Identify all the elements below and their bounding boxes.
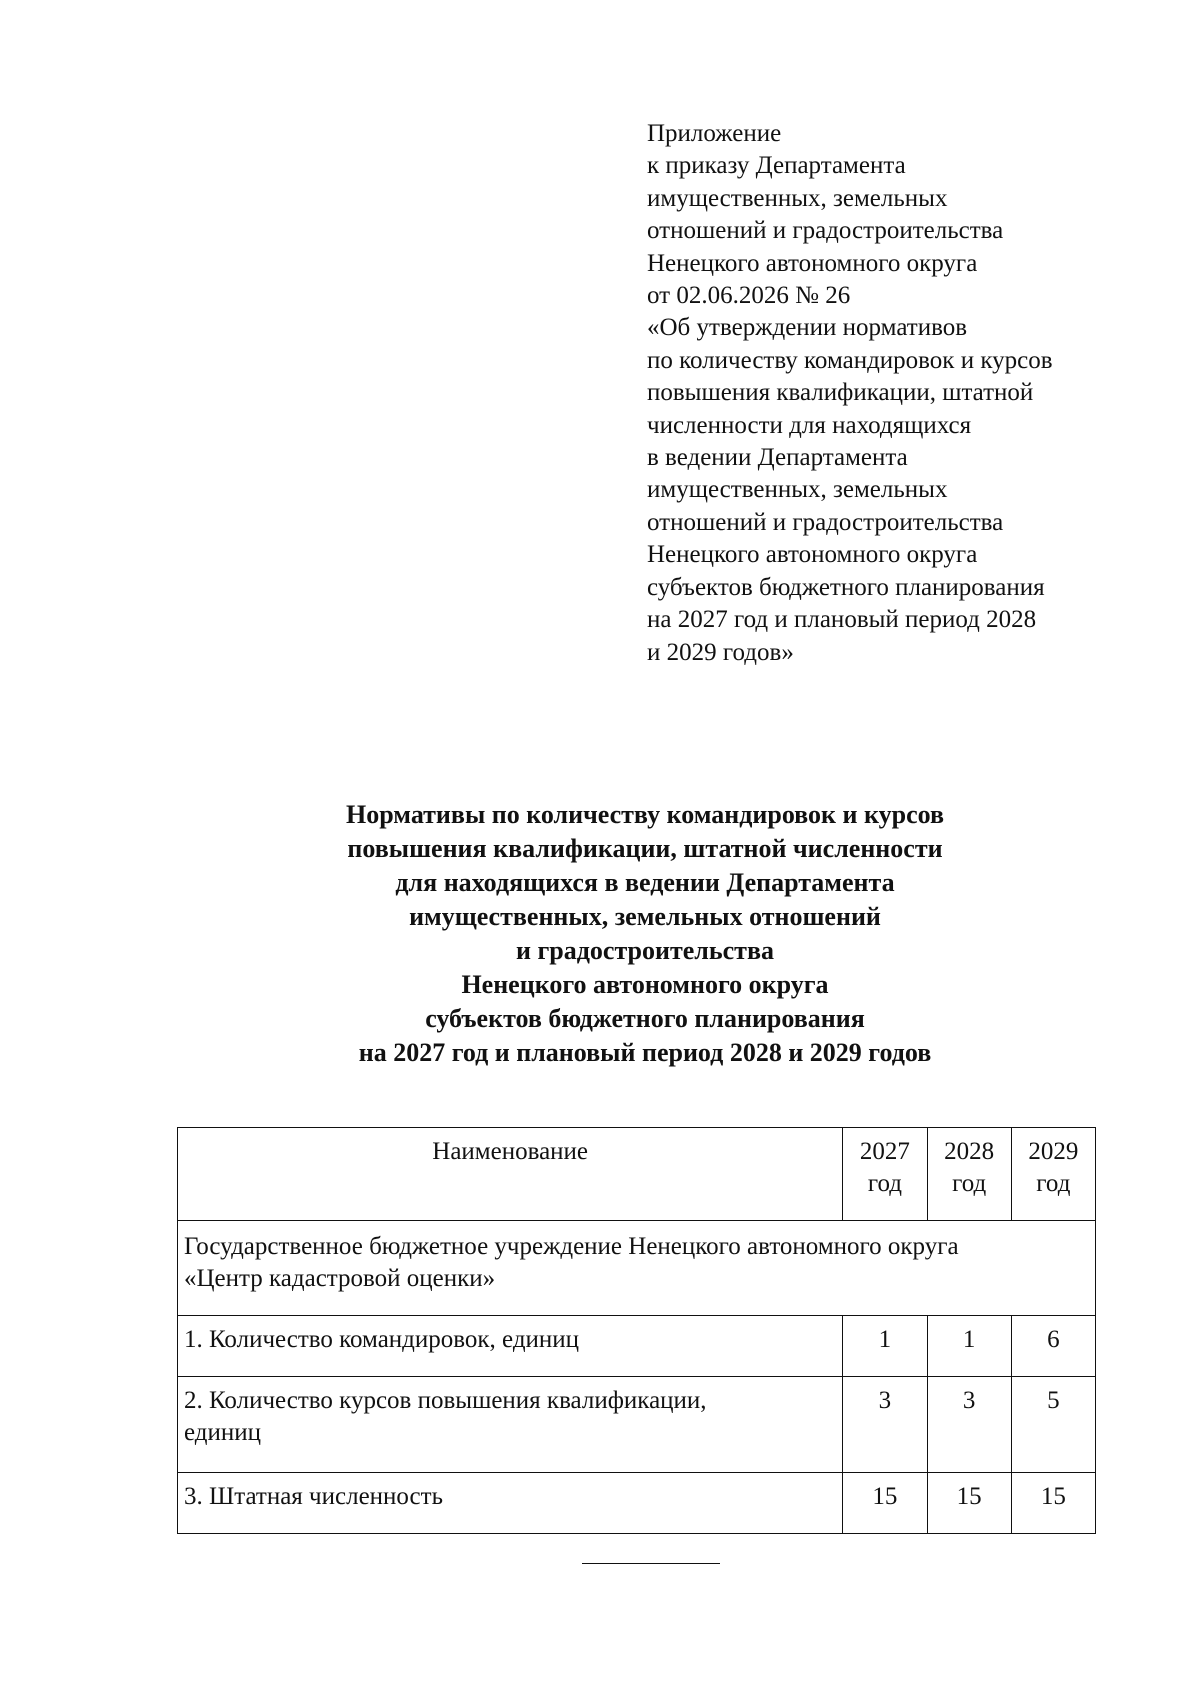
title-line: имущественных, земельных отношений — [409, 902, 881, 931]
title-line: субъектов бюджетного планирования — [425, 1004, 865, 1033]
appendix-line: численности для находящихся — [647, 411, 972, 439]
table-row — [178, 1473, 1096, 1534]
appendix-line: повышения квалификации, штатной — [647, 379, 1034, 407]
row-name-cell — [178, 1377, 843, 1473]
appendix-line: имущественных, земельных — [647, 476, 948, 504]
appendix-line: отношений и градостроительства — [647, 217, 1004, 245]
title-line: Ненецкого автономного округа — [461, 970, 829, 999]
header-year-cell — [843, 1128, 927, 1221]
appendix-line: субъектов бюджетного планирования — [647, 573, 1045, 601]
title-line: повышения квалификации, штатной численности — [347, 834, 943, 863]
table-row — [178, 1377, 1096, 1473]
header-year: 2029 — [1028, 1138, 1079, 1165]
appendix-line: на 2027 год и плановый период 2028 — [647, 606, 1037, 634]
header-year: 2027 — [859, 1138, 910, 1165]
appendix-block — [647, 118, 1053, 669]
appendix-line: и 2029 годов» — [647, 638, 794, 666]
appendix-line: к приказу Департамента — [647, 152, 906, 180]
row-name-line: 3. Штатная численность — [184, 1483, 443, 1510]
closing-divider — [582, 1563, 720, 1564]
header-year-unit: год — [1036, 1170, 1071, 1197]
row-name-line: 1. Количество командировок, единиц — [184, 1326, 580, 1353]
row-value-cell: 15 — [927, 1473, 1011, 1534]
row-value-cell: 15 — [1011, 1473, 1095, 1534]
row-name-line: единиц — [184, 1419, 262, 1446]
appendix-line: «Об утверждении нормативов — [647, 314, 968, 342]
row-value-cell: 3 — [927, 1377, 1011, 1473]
row-name-cell — [178, 1473, 843, 1534]
norms-table — [177, 1127, 1096, 1534]
row-name-cell — [178, 1316, 843, 1377]
header-year-cell — [927, 1128, 1011, 1221]
appendix-line: Приложение — [647, 120, 782, 147]
row-value-cell: 3 — [843, 1377, 927, 1473]
appendix-line: Ненецкого автономного округа — [647, 541, 978, 569]
title-line: на 2027 год и плановый период 2028 и 2029 годов — [358, 1038, 932, 1067]
organization-row — [178, 1221, 1096, 1316]
header-year-unit: год — [952, 1170, 987, 1197]
title-line: Нормативы по количеству командировок и курсов — [346, 800, 944, 829]
row-value-cell: 15 — [843, 1473, 927, 1534]
row-value-cell: 1 — [927, 1316, 1011, 1377]
title-line: для находящихся в ведении Департамента — [395, 868, 895, 897]
organization-line: «Центр кадастровой оценки» — [184, 1265, 496, 1292]
header-year: 2028 — [944, 1138, 995, 1165]
row-name-line: 2. Количество курсов повышения квалификации, — [184, 1387, 707, 1414]
appendix-line: в ведении Департамента — [647, 444, 908, 472]
appendix-line: имущественных, земельных — [647, 184, 948, 212]
document-title — [0, 798, 1200, 1070]
appendix-line: по количеству командировок и курсов — [647, 346, 1053, 374]
appendix-line: Ненецкого автономного округа — [647, 249, 978, 277]
appendix-line: от 02.06.2026 № 26 — [647, 282, 851, 310]
header-year-cell — [1011, 1128, 1095, 1221]
organization-cell — [178, 1221, 1096, 1316]
row-value-cell: 1 — [843, 1316, 927, 1377]
appendix-line: отношений и градостроительства — [647, 508, 1004, 536]
table-header-row — [178, 1128, 1096, 1221]
header-year-unit: год — [867, 1170, 902, 1197]
header-name-cell: Наименование — [178, 1128, 843, 1221]
title-line: и градостроительства — [516, 936, 774, 965]
row-value-cell: 6 — [1011, 1316, 1095, 1377]
table-row — [178, 1316, 1096, 1377]
organization-line: Государственное бюджетное учреждение Ненецкого автономного округа — [184, 1233, 959, 1260]
row-value-cell: 5 — [1011, 1377, 1095, 1473]
